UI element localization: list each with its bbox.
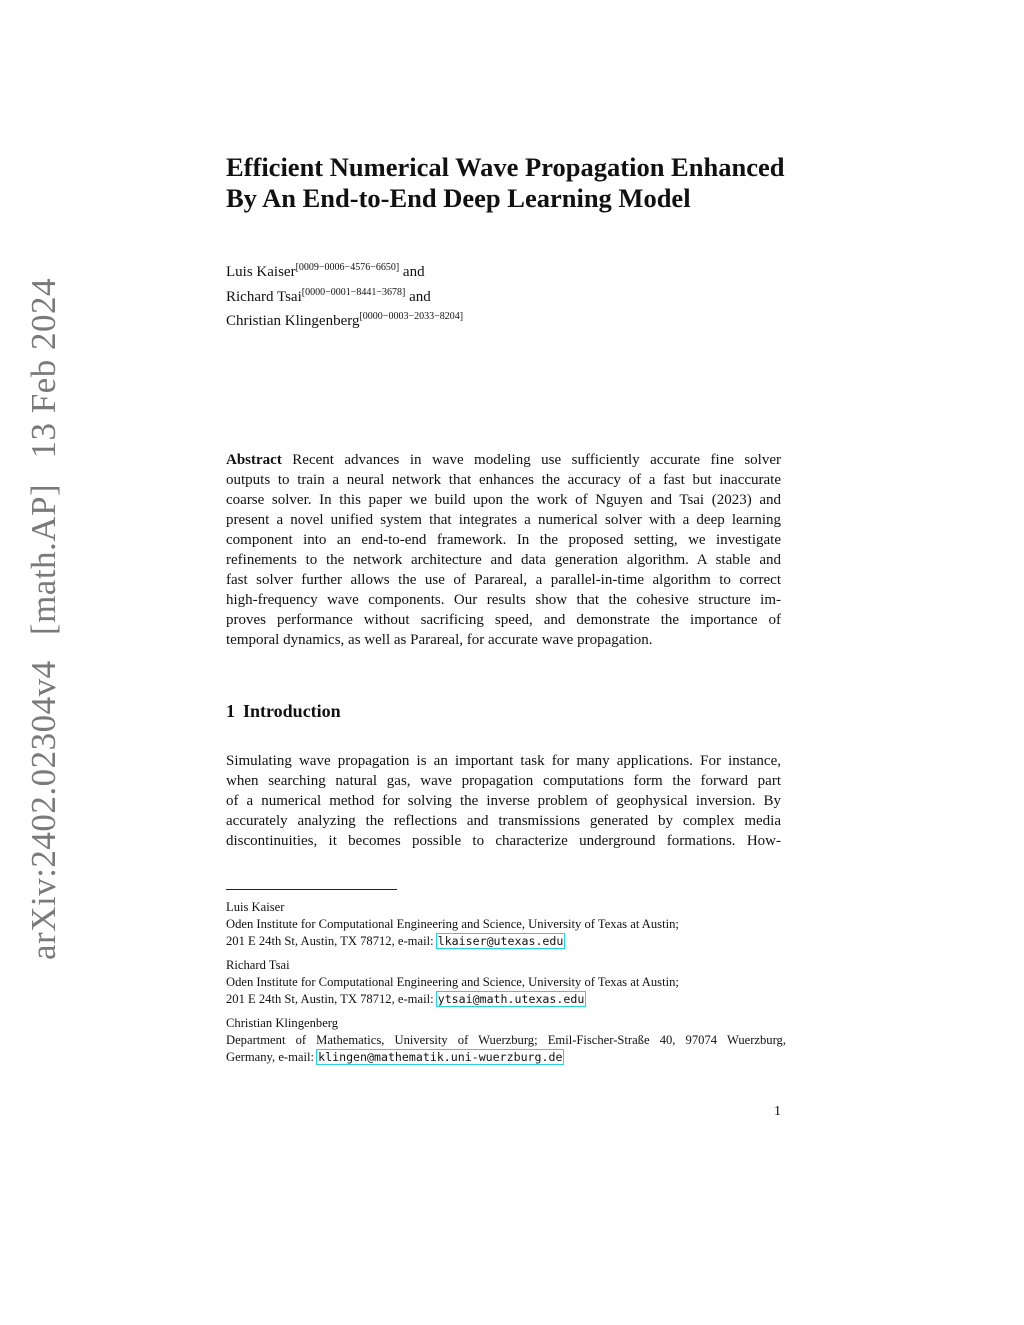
abstract-line: fast solver further allows the use of Parareal, a parallel-in-time algorithm to correct: [226, 572, 781, 588]
footnote-affiliation: Oden Institute for Computational Engineering and Science, University of Texas at Austin;: [226, 975, 679, 989]
footnote-name: Richard Tsai: [226, 958, 290, 972]
author-conjunction: and: [405, 288, 431, 305]
abstract: [226, 450, 781, 650]
intro-line: of a numerical method for solving the inverse problem of geophysical inversion. By: [226, 793, 781, 809]
intro-line: accurately analyzing the reflections and transmissions generated by complex media: [226, 813, 781, 829]
abstract-line: coarse solver. In this paper we build upon the work of Nguyen and Tsai (2023) and: [226, 492, 781, 508]
abstract-line: high-frequency wave components. Our results show that the cohesive structure im-: [226, 592, 781, 608]
footnote-address: 201 E 24th St, Austin, TX 78712, e-mail: ytsai@math.utexas.edu: [226, 992, 585, 1006]
title-line-1: Efficient Numerical Wave Propagation Enhanced: [226, 152, 785, 182]
author-item: [226, 258, 463, 283]
footnote-block: [226, 899, 786, 950]
email-link[interactable]: klingen@mathematik.uni-wuerzburg.de: [318, 1050, 563, 1064]
arxiv-identifier: [24, 262, 64, 960]
author-orcid: [0000−0001−8441−3678]: [301, 286, 406, 298]
abstract-label: Abstract: [226, 452, 282, 468]
abstract-line: refinements to the network architecture and data generation algorithm. A stable and: [226, 552, 781, 568]
paper-title: [226, 152, 806, 214]
abstract-line: proves performance without sacrificing speed, and demonstrate the importance of: [226, 612, 781, 628]
section-title: Introduction: [243, 701, 341, 721]
author-conjunction: and: [399, 264, 425, 280]
footnote-address: Germany, e-mail: klingen@mathematik.uni-wuerzburg.de: [226, 1050, 563, 1064]
author-name: Luis Kaiser: [226, 264, 296, 280]
abstract-line: present a novel unified system that integrates a numerical solver with a deep learning: [226, 512, 781, 528]
footnote-rule: [226, 889, 397, 890]
author-name: Christian Klingenberg: [226, 313, 360, 329]
footnote-block: [226, 957, 786, 1008]
email-link[interactable]: lkaiser@utexas.edu: [437, 934, 564, 948]
arxiv-id: arXiv:2402.02304v4: [24, 660, 63, 960]
footnote-name: Christian Klingenberg: [226, 1016, 339, 1030]
abstract-line: temporal dynamics, as well as Parareal, for accurate wave propagation.: [226, 632, 653, 648]
author-footnotes: [226, 899, 786, 1073]
author-item: [226, 283, 463, 308]
author-orcid: [0009−0006−4576−6650]: [295, 262, 400, 273]
intro-line: discontinuities, it becomes possible to characterize underground formations. How-: [226, 833, 781, 849]
author-orcid: [0000−0003−2033−8204]: [359, 311, 464, 322]
title-line-2: By An End-to-End Deep Learning Model: [226, 183, 691, 213]
footnote-affiliation: Department of Mathematics, University of Wuerzburg; Emil-Fischer-Straße 40, 97074 Wuerzburg,: [226, 1033, 786, 1047]
intro-line: Simulating wave propagation is an important task for many applications. For instance,: [226, 753, 781, 769]
email-link[interactable]: ytsai@math.utexas.edu: [437, 992, 585, 1006]
author-name: Richard Tsai: [226, 288, 302, 305]
arxiv-date: 13 Feb 2024: [24, 278, 63, 459]
abstract-line: outputs to train a neural network that enhances the accuracy of a fast but inaccurate: [226, 472, 781, 488]
page-number: 1: [774, 1104, 781, 1119]
footnote-block: [226, 1015, 786, 1066]
abstract-line: Abstract Recent advances in wave modeling use sufficiently accurate fine solver: [226, 452, 781, 468]
arxiv-category: [math.AP]: [24, 483, 63, 636]
footnote-address: 201 E 24th St, Austin, TX 78712, e-mail: lkaiser@utexas.edu: [226, 934, 564, 948]
footnote-affiliation: Oden Institute for Computational Engineering and Science, University of Texas at Austin;: [226, 917, 679, 931]
abstract-line: component into an end-to-end framework. In the proposed setting, we investigate: [226, 532, 781, 548]
footnote-name: Luis Kaiser: [226, 900, 285, 914]
section-heading: [226, 701, 349, 722]
author-list: [226, 258, 463, 332]
introduction-paragraph: [226, 751, 781, 851]
author-item: [226, 307, 463, 332]
section-number: 1: [226, 701, 235, 721]
intro-line: when searching natural gas, wave propagation computations form the forward part: [226, 773, 781, 789]
